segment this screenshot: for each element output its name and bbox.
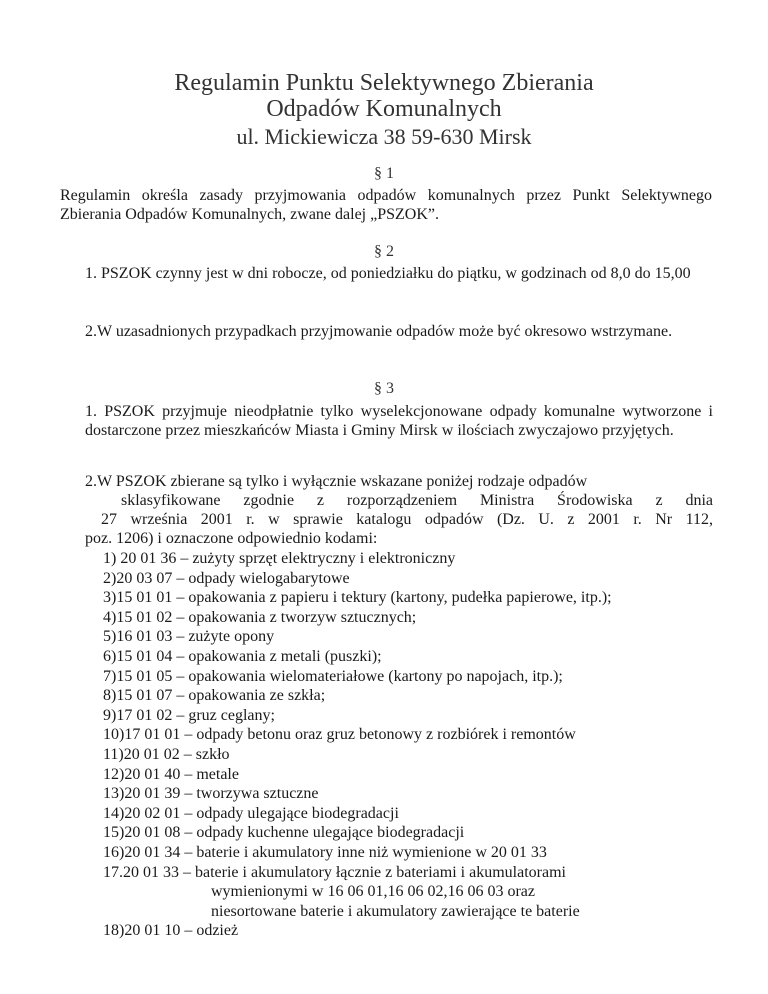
list-item: 1) 20 01 36 – zużyty sprzęt elektryczny i elektroniczny	[103, 550, 456, 567]
list-item: 12)20 01 40 – metale	[103, 765, 239, 783]
section-3-paragraph-2-line-2: sklasyfikowane zgodnie z rozporządzeniem Ministra Środowiska z dnia	[121, 492, 713, 509]
list-item: 18)20 01 10 – odzież	[103, 922, 239, 940]
waste-code-list	[103, 549, 612, 941]
list-item: 4)15 01 02 – opakowania z tworzyw sztucznych;	[103, 608, 417, 626]
section-2-heading: § 2	[374, 243, 394, 260]
list-item: 15)20 01 08 – odpady kuchenne ulegające biodegradacji	[103, 824, 465, 842]
section-3-paragraph-1: 1. PSZOK przyjmuje nieodpłatnie tylko wyselekcjonowane odpady komunalne wytworzone i dostarczone przez mieszkańców Miasta i Gminy Mirsk w ilościach zwyczajowo przyjętych.	[85, 403, 713, 439]
list-item: 16)20 01 34 – baterie i akumulatory inne niż wymienione w 20 01 33	[103, 843, 547, 861]
list-item: 5)16 01 03 – zużyte opony	[103, 628, 275, 646]
section-3-paragraph-2-line-4: poz. 1206) i oznaczone odpowiednio kodami:	[85, 530, 378, 547]
section-3-paragraph-2-line-3: 27 września 2001 r. w sprawie katalogu odpadów (Dz. U. z 2001 r. Nr 112,	[101, 511, 713, 528]
list-item: 7)15 01 05 – opakowania wielomateriałowe (kartony po napojach, itp.);	[103, 667, 563, 685]
list-item: 9)17 01 02 – gruz ceglany;	[103, 706, 275, 724]
document-title-line-1: Regulamin Punktu Selektywnego Zbierania	[174, 70, 594, 96]
list-item: 6)15 01 04 – opakowania z metali (puszki);	[103, 647, 382, 665]
list-item: 3)15 01 01 – opakowania z papieru i tektury (kartony, pudełka papierowe, itp.);	[103, 589, 612, 607]
section-2-paragraph-1: 1. PSZOK czynny jest w dni robocze, od poniedziałku do piątku, w godzinach od 8,0 do 15,00	[85, 265, 691, 282]
list-item: 11)20 01 02 – szkło	[103, 745, 230, 763]
list-item: 17.20 01 33 – baterie i akumulatory łącznie z bateriami i akumulatorami	[103, 863, 566, 881]
section-3-paragraph-2-line-1: 2.W PSZOK zbierane są tylko i wyłącznie wskazane poniżej rodzaje odpadów	[85, 473, 588, 490]
list-item: 10)17 01 01 – odpady betonu oraz gruz betonowy z rozbiórek i remontów	[103, 726, 576, 744]
section-1-heading: § 1	[374, 165, 394, 182]
list-item: 8)15 01 07 – opakowania ze szkła;	[103, 687, 326, 705]
document-title-line-2: Odpadów Komunalnych	[266, 96, 502, 122]
list-item-continuation: niesortowane baterie i akumulatory zawierające te baterie	[211, 902, 580, 920]
section-3-heading: § 3	[374, 380, 394, 397]
section-2-paragraph-2: 2.W uzasadnionych przypadkach przyjmowanie odpadów może być okresowo wstrzymane.	[85, 323, 673, 340]
list-item: 2)20 03 07 – odpady wielogabarytowe	[103, 569, 350, 587]
document-address: ul. Mickiewicza 38 59-630 Mirsk	[236, 124, 532, 149]
list-item: 14)20 02 01 – odpady ulegające biodegradacji	[103, 804, 399, 822]
list-item-continuation: wymienionymi w 16 06 01,16 06 02,16 06 03 oraz	[211, 883, 535, 901]
section-1-paragraph: Regulamin określa zasady przyjmowania odpadów komunalnych przez Punkt Selektywnego Zbierania Odpadów Komunalnych, zwane dalej „PSZOK”.	[60, 187, 712, 223]
list-item: 13)20 01 39 – tworzywa sztuczne	[103, 785, 319, 803]
